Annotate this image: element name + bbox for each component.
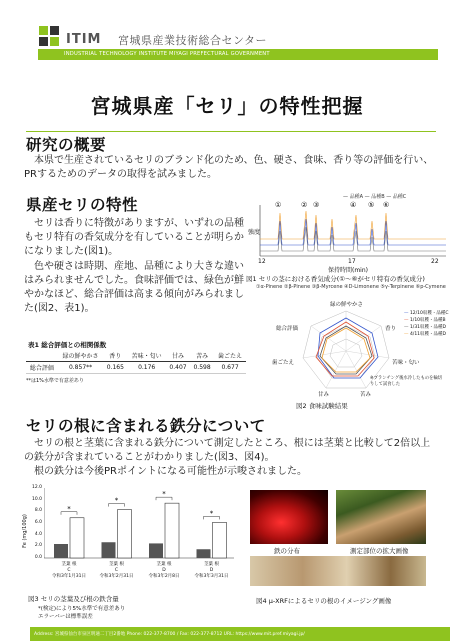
fig3-bar-root bbox=[213, 522, 227, 558]
fig3-y-tick: 2.0 bbox=[34, 543, 42, 549]
fig1-peak-4: ④ bbox=[350, 201, 357, 209]
fig3-note-2: エラーバーは標準誤差 bbox=[38, 614, 93, 620]
table1-cell: 0.176 bbox=[127, 362, 166, 374]
fig3-note-1: *(検定)により5%水準で有意差あり bbox=[38, 606, 126, 612]
fig1-xtick-12: 12 bbox=[258, 258, 266, 265]
table1-cell: 0.677 bbox=[214, 362, 246, 374]
fig2-axis-color: 緑の鮮やかさ bbox=[330, 302, 364, 308]
fig2-legend bbox=[404, 310, 449, 338]
table1-header: 甘み bbox=[166, 350, 190, 362]
page-title: 宮城県産「セリ」の特性把握 bbox=[90, 94, 364, 118]
overview-heading: 研究の概要 bbox=[26, 136, 107, 154]
fig1-xtick-22: 22 bbox=[431, 258, 439, 265]
fig1-legend: — 品種A — 品種B — 品種C bbox=[343, 194, 407, 200]
fig2-axis-texture: 歯ごたえ bbox=[272, 360, 295, 366]
fig3-y-tick: 0.0 bbox=[34, 555, 42, 560]
fig4-caption: 図4 μ-XRFによるセリの根のイメージング画像 bbox=[256, 597, 392, 605]
fig1-xtick-17: 17 bbox=[348, 258, 356, 265]
table1-cell: 0.407 bbox=[166, 362, 190, 374]
table1-cell: 0.165 bbox=[103, 362, 127, 374]
fig3-bar-root bbox=[165, 503, 179, 558]
logo-text: ITIM bbox=[66, 32, 102, 47]
fig3-group-label: 茎葉 根 D 令和3年2月8日 bbox=[148, 562, 180, 579]
fig4-label-left: 鉄の分布 bbox=[274, 547, 300, 555]
header bbox=[0, 0, 454, 62]
fig2-axis-bitterness: 苦み bbox=[360, 392, 372, 398]
fig3-significance-mark: * bbox=[209, 509, 214, 518]
fig1-caption: 図1 セリの茎における香気成分(①～⑥がセリ特有の香気成分) bbox=[246, 275, 425, 283]
org-name: 宮城県産業技術総合センター bbox=[118, 34, 268, 47]
fig2-legend-item: — 4/11収穫・品種D bbox=[404, 332, 447, 337]
table1-header: 苦味・匂い bbox=[127, 350, 166, 362]
fig3-bar-stem bbox=[197, 549, 211, 558]
overview-text: 本県で生産されているセリのブランド化のため、色、硬さ、食味、香り等の評価を行い、PRするためのデータの取得を試みました。 bbox=[24, 155, 434, 180]
footer-text: Address: 宮城県仙台市泉区明通二丁目2番地 Phone: 022-377-8700 / Fax: 022-377-8712 URL: https://www.mit.pref.miyagi.jp/ bbox=[34, 632, 305, 637]
fig3-bar-root bbox=[70, 518, 84, 558]
org-name-en: INDUSTRIAL TECHNOLOGY INSTITUTE MIYAGI PREFECTURAL GOVERNMENT bbox=[64, 51, 270, 57]
fig3-ylabel: Fe (mg/100g) bbox=[21, 514, 28, 548]
table1 bbox=[26, 350, 246, 384]
characteristics-p1: セリは香りに特徴がありますが、いずれの品種もセリ特有の香気成分を有していることが明らかになりました(図1)。 bbox=[24, 218, 244, 257]
table1-header: 苦み bbox=[190, 350, 214, 362]
fig2-axis-bitter-smell: 苦味・匂い bbox=[392, 360, 420, 366]
iron-p2: 根の鉄分は今後PRポイントになる可能性が示唆されました。 bbox=[34, 466, 307, 477]
fig1-xlabel: 保持時間(min) bbox=[328, 267, 368, 274]
table1-header bbox=[26, 350, 58, 362]
fig2-axis-overall: 総合評価 bbox=[276, 326, 299, 332]
fig3-significance-mark: * bbox=[114, 496, 119, 505]
logo-mark bbox=[39, 26, 59, 46]
fig3-y-tick: 8.0 bbox=[34, 508, 42, 514]
table1-header: 歯ごたえ bbox=[214, 350, 246, 362]
fig3-bar-root bbox=[118, 510, 132, 558]
fig1-peak-1: ① bbox=[275, 201, 282, 209]
fig2-legend-item: — 1/10収穫・品種B bbox=[404, 318, 446, 323]
fig3-y-tick: 6.0 bbox=[34, 520, 42, 525]
fig2-note: ※ブランチング後水冷したものを輪切りして試食した bbox=[370, 376, 443, 387]
fig3-significance-mark: * bbox=[67, 504, 71, 513]
fig3-bar-stem bbox=[102, 542, 116, 558]
table1-note: **は1%水準で有意差あり bbox=[26, 378, 84, 384]
fig1-ylabel: 強度 bbox=[248, 229, 261, 236]
fig4-magnified-image bbox=[336, 490, 426, 544]
fig1-components: ①α-Pinene ②β-Pinene ③β-Myrcene ④D-Limonene ⑤γ-Terpinene ⑥p-Cymene bbox=[256, 284, 446, 290]
fig3-group-label: 茎葉 根 D 令和3年3月31日 bbox=[194, 562, 229, 579]
fig3-y-ticks bbox=[28, 484, 42, 564]
table1-cell: 0.857** bbox=[58, 362, 103, 374]
figure-2 bbox=[252, 300, 447, 408]
fig3-y-tick: 4.0 bbox=[34, 531, 42, 537]
table1-caption: 表1 総合評価との相関係数 bbox=[28, 341, 107, 349]
table1-header: 香り bbox=[103, 350, 127, 362]
figure-3 bbox=[21, 484, 238, 584]
fig3-y-tick: 12.0 bbox=[31, 485, 42, 490]
fig1-peak-3: ③ bbox=[313, 201, 320, 209]
table1-row-label: 総合評価 bbox=[26, 362, 58, 374]
fig1-chromatogram bbox=[258, 201, 448, 261]
characteristics-heading: 県産セリの特性 bbox=[26, 196, 139, 214]
fig3-group-label: 茎葉 根 C 令和3年1月31日 bbox=[52, 562, 86, 579]
fig3-bar-stem bbox=[149, 543, 163, 558]
fig1-peak-5: ⑤ bbox=[368, 201, 375, 209]
fig4-iron-map-image bbox=[250, 490, 328, 544]
fig3-y-tick: 10.0 bbox=[31, 496, 42, 502]
iron-p1: セリの根と茎葉に含まれる鉄分について測定したところ、根には茎葉と比較して2倍以上の鉄分が含まれていることがわかりました(図3、図4)。 bbox=[24, 438, 431, 463]
fig3-caption: 図3 セリの茎葉及び根の鉄含量 bbox=[28, 595, 119, 603]
fig2-legend-item: — 12/10収穫・品種C bbox=[404, 311, 449, 316]
table1-header: 緑の鮮やかさ bbox=[58, 350, 103, 362]
fig3-x-labels bbox=[44, 562, 234, 584]
overview-accent bbox=[26, 131, 436, 132]
fig3-bar-stem bbox=[54, 544, 68, 558]
fig1-peak-6: ⑥ bbox=[383, 201, 390, 209]
fig2-legend-item: — 1/31収穫・品種D bbox=[404, 325, 447, 330]
fig2-axis-sweetness: 甘み bbox=[318, 392, 330, 398]
fig2-caption: 図2 食味試験結果 bbox=[296, 402, 348, 410]
fig2-axis-aroma: 香り bbox=[385, 326, 397, 332]
fig1-peak-2: ② bbox=[301, 201, 308, 209]
fig3-plot bbox=[44, 488, 234, 562]
fig4-root-image bbox=[250, 556, 426, 586]
fig4-label-right: 測定部位の拡大画像 bbox=[350, 547, 409, 555]
characteristics-p2: 色や硬さは時期、産地、品種により大きな違いはみられませんでした。食味評価では、緑色が鮮やかなほど、総合評価は高まる傾向がみられました(図2、表1)。 bbox=[24, 261, 244, 314]
iron-heading: セリの根に含まれる鉄分について bbox=[26, 417, 266, 435]
table1-cell: 0.598 bbox=[190, 362, 214, 374]
fig3-group-label: 茎葉 根 C 令和3年2月31日 bbox=[99, 562, 134, 579]
fig3-significance-mark: * bbox=[162, 490, 166, 499]
